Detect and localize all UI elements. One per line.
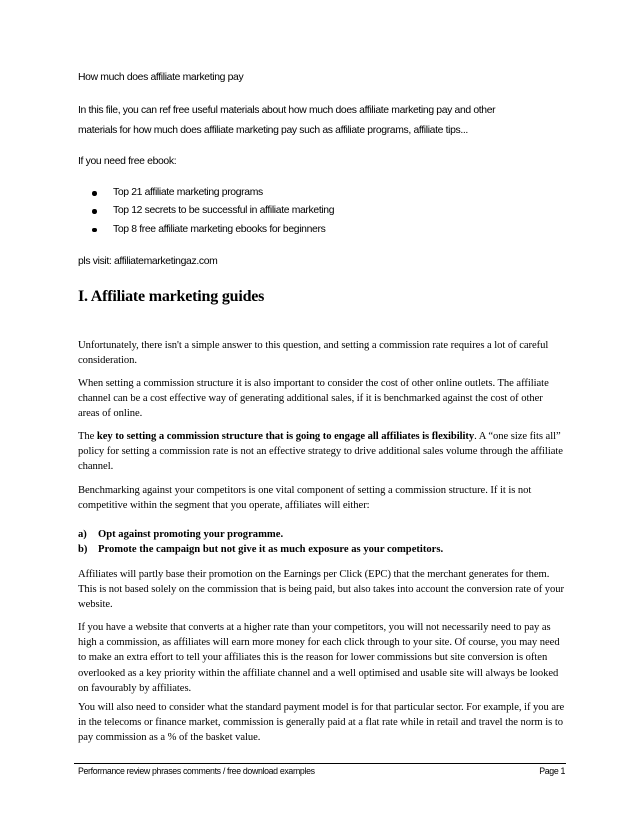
paragraph-4: Benchmarking against your competitors is one vital component of setting a commission structure. If it is not competitive within the segment that you operate, affiliates will either: [78, 485, 532, 512]
list-item: Top 12 secrets to be successful in affiliate marketing [92, 202, 334, 220]
footer-text: Performance review phrases comments / free download examples [78, 766, 315, 776]
intro-line-2: materials for how much does affiliate marketing pay such as affiliate programs, affiliate tips... [78, 125, 468, 136]
footer-divider [74, 763, 566, 764]
page-number: Page 1 [539, 766, 565, 776]
list-item: Top 21 affiliate marketing programs [92, 184, 334, 202]
option-a: a) Opt against promoting your programme. [78, 529, 284, 540]
option-b: b) Promote the campaign but not give it as much exposure as your competitors. [78, 544, 444, 555]
bold-phrase: key to setting a commission structure that is going to engage all affiliates is flexibility [96, 431, 475, 442]
section-heading: I. Affiliate marketing guides [78, 288, 265, 305]
bullet-icon [92, 191, 97, 196]
ebook-list [92, 184, 334, 239]
visit-link[interactable]: pls visit: affiliatemarketingaz.com [78, 256, 218, 267]
intro-title: How much does affiliate marketing pay [78, 72, 244, 83]
paragraph-2: When setting a commission structure it is also important to consider the cost of other online outlets. The affiliate channel can be a cost effective way of generating additional sales, if it is benchmarked against the cost of other areas of online. [78, 378, 549, 420]
bullet-icon [92, 209, 97, 214]
paragraph-5: Affiliates will partly base their promotion on the Earnings per Click (EPC) that the merchant generates for them. This is not based solely on the commission that is being paid, but also takes into account the conversion rate of your website. [78, 569, 565, 611]
paragraph-6: If you have a website that converts at a higher rate than your competitors, you will not necessarily need to pay as high a commission, as affiliates will earn more money for each click through to your site. Of course, you may need to make an extra effort to tell your affiliates this is the reason for lower commissions but site conversion is often overlooked as a key priority within the affiliate channel and a well optimised and usable site will always be looked on favourably by affiliates. [78, 622, 560, 694]
list-item: Top 8 free affiliate marketing ebooks for beginners [92, 221, 334, 239]
intro-line-1: In this file, you can ref free useful materials about how much does affiliate marketing pay and other [78, 105, 496, 116]
paragraph-1: Unfortunately, there isn't a simple answer to this question, and setting a commission rate requires a lot of careful consideration. [78, 340, 549, 367]
ebook-prompt: If you need free ebook: [78, 156, 177, 167]
paragraph-7: You will also need to consider what the standard payment model is for that particular sector. For example, if you are in the telecoms or finance market, commission is generally paid at a flat rate while in retail and travel the norm is to pay commission as a % of the basket value. [78, 702, 565, 744]
paragraph-3: The key to setting a commission structure that is going to engage all affiliates is flexibility. A “one size fits all” policy for setting a commission rate is not an effective strategy to drive additional sales volume through the affiliate channel. [78, 431, 563, 473]
bullet-icon [92, 228, 97, 233]
